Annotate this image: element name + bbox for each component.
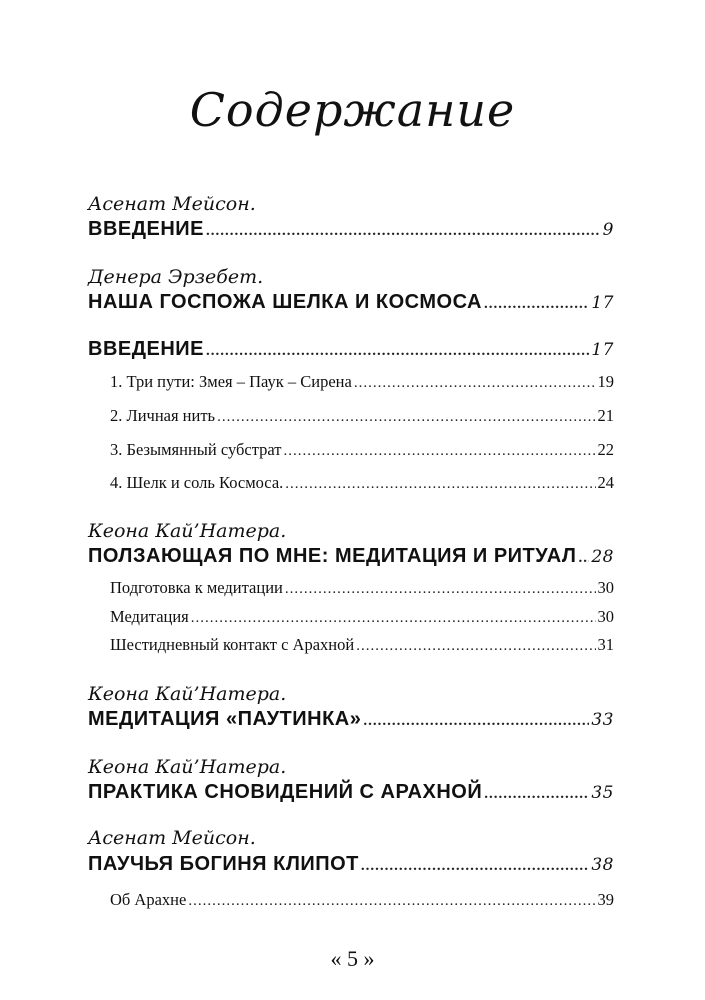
toc-page-number: 39 — [597, 890, 614, 909]
toc-subentry[interactable] — [110, 606, 614, 629]
toc-entry-title: ВВЕДЕНИЕ — [88, 338, 204, 360]
dot-leader — [578, 545, 589, 571]
toc-subentry-title: Медитация — [110, 607, 189, 626]
toc-entry[interactable] — [88, 779, 614, 807]
dot-leader — [484, 781, 589, 807]
toc-subentry[interactable] — [110, 472, 614, 495]
toc-author: Кеона Кай’Натера. — [88, 520, 287, 542]
dot-leader — [361, 853, 589, 879]
toc-entry-title: МЕДИТАЦИЯ «ПАУТИНКА» — [88, 708, 362, 730]
toc-subentry-title: 2. Личная нить — [110, 406, 216, 425]
toc-page-number: 21 — [597, 406, 614, 425]
toc-author: Асенат Мейсон. — [88, 827, 256, 849]
toc-subentry[interactable] — [110, 577, 614, 600]
toc-author: Асенат Мейсон. — [88, 193, 256, 215]
toc-entry-title: ПАУЧЬЯ БОГИНЯ КЛИПОТ — [88, 853, 359, 875]
toc-subentry-title: 1. Три пути: Змея – Паук – Сирена — [110, 372, 352, 391]
toc-subentry[interactable] — [110, 439, 614, 462]
dot-leader — [484, 291, 589, 317]
toc-page-number: 31 — [597, 635, 614, 654]
dot-leader — [206, 338, 589, 364]
toc-page-number: 35 — [591, 783, 614, 803]
toc-entry-title: ПОЛЗАЮЩАЯ ПО МНЕ: МЕДИТАЦИЯ И РИТУАЛ — [88, 545, 577, 567]
toc-entry[interactable] — [88, 216, 614, 244]
toc-entry[interactable] — [88, 706, 614, 734]
toc-page-number: 9 — [602, 220, 614, 240]
toc-subentry-title: 3. Безымянный субстрат — [110, 440, 282, 459]
toc-entry-title: ПРАКТИКА СНОВИДЕНИЙ С АРАХНОЙ — [88, 781, 483, 803]
toc-author: Кеона Кай’Натера. — [88, 683, 287, 705]
page-number-footer: « 5 » — [330, 946, 375, 971]
toc-entry-title: НАША ГОСПОЖА ШЕЛКА И КОСМОСА — [88, 291, 482, 313]
dot-leader — [191, 607, 596, 629]
dot-leader — [354, 372, 596, 394]
toc-page-number: 17 — [591, 340, 614, 360]
toc-page-number: 22 — [597, 440, 614, 459]
toc-subentry-title: Шестидневный контакт с Арахной — [110, 635, 355, 654]
toc-author: Кеона Кай’Натера. — [88, 756, 287, 778]
dot-leader — [217, 406, 595, 428]
toc-page-number: 33 — [591, 710, 614, 730]
toc-subentry[interactable] — [110, 405, 614, 428]
dot-leader — [356, 635, 595, 657]
toc-subentry-title: Об Арахне — [110, 890, 187, 909]
dot-leader — [363, 708, 589, 734]
toc-subentry[interactable] — [110, 889, 614, 912]
toc-entry[interactable] — [88, 289, 614, 317]
toc-page-number: 30 — [597, 607, 614, 626]
toc-page-number: 19 — [597, 372, 614, 391]
toc-author: Денера Эрзебет. — [88, 266, 264, 288]
toc-page-number: 24 — [597, 473, 614, 492]
toc-page-number: 28 — [591, 547, 614, 567]
toc-page-number: 38 — [591, 855, 614, 875]
toc-entry-title: ВВЕДЕНИЕ — [88, 218, 204, 240]
toc-subentry[interactable] — [110, 371, 614, 394]
toc-page-number: 17 — [591, 293, 614, 313]
dot-leader — [206, 218, 601, 244]
toc-subentry-title: Подготовка к медитации — [110, 578, 283, 597]
toc-page-number: 30 — [597, 578, 614, 597]
dot-leader — [188, 890, 595, 912]
toc-entry[interactable] — [88, 336, 614, 364]
toc-subentry-title: 4. Шелк и соль Космоса. — [110, 473, 284, 492]
toc-entry[interactable] — [88, 851, 614, 879]
page-title: Содержание — [189, 83, 516, 137]
toc-entry[interactable] — [88, 543, 614, 571]
dot-leader — [283, 440, 595, 462]
dot-leader — [285, 473, 595, 495]
dot-leader — [285, 578, 596, 600]
toc-subentry[interactable] — [110, 634, 614, 657]
